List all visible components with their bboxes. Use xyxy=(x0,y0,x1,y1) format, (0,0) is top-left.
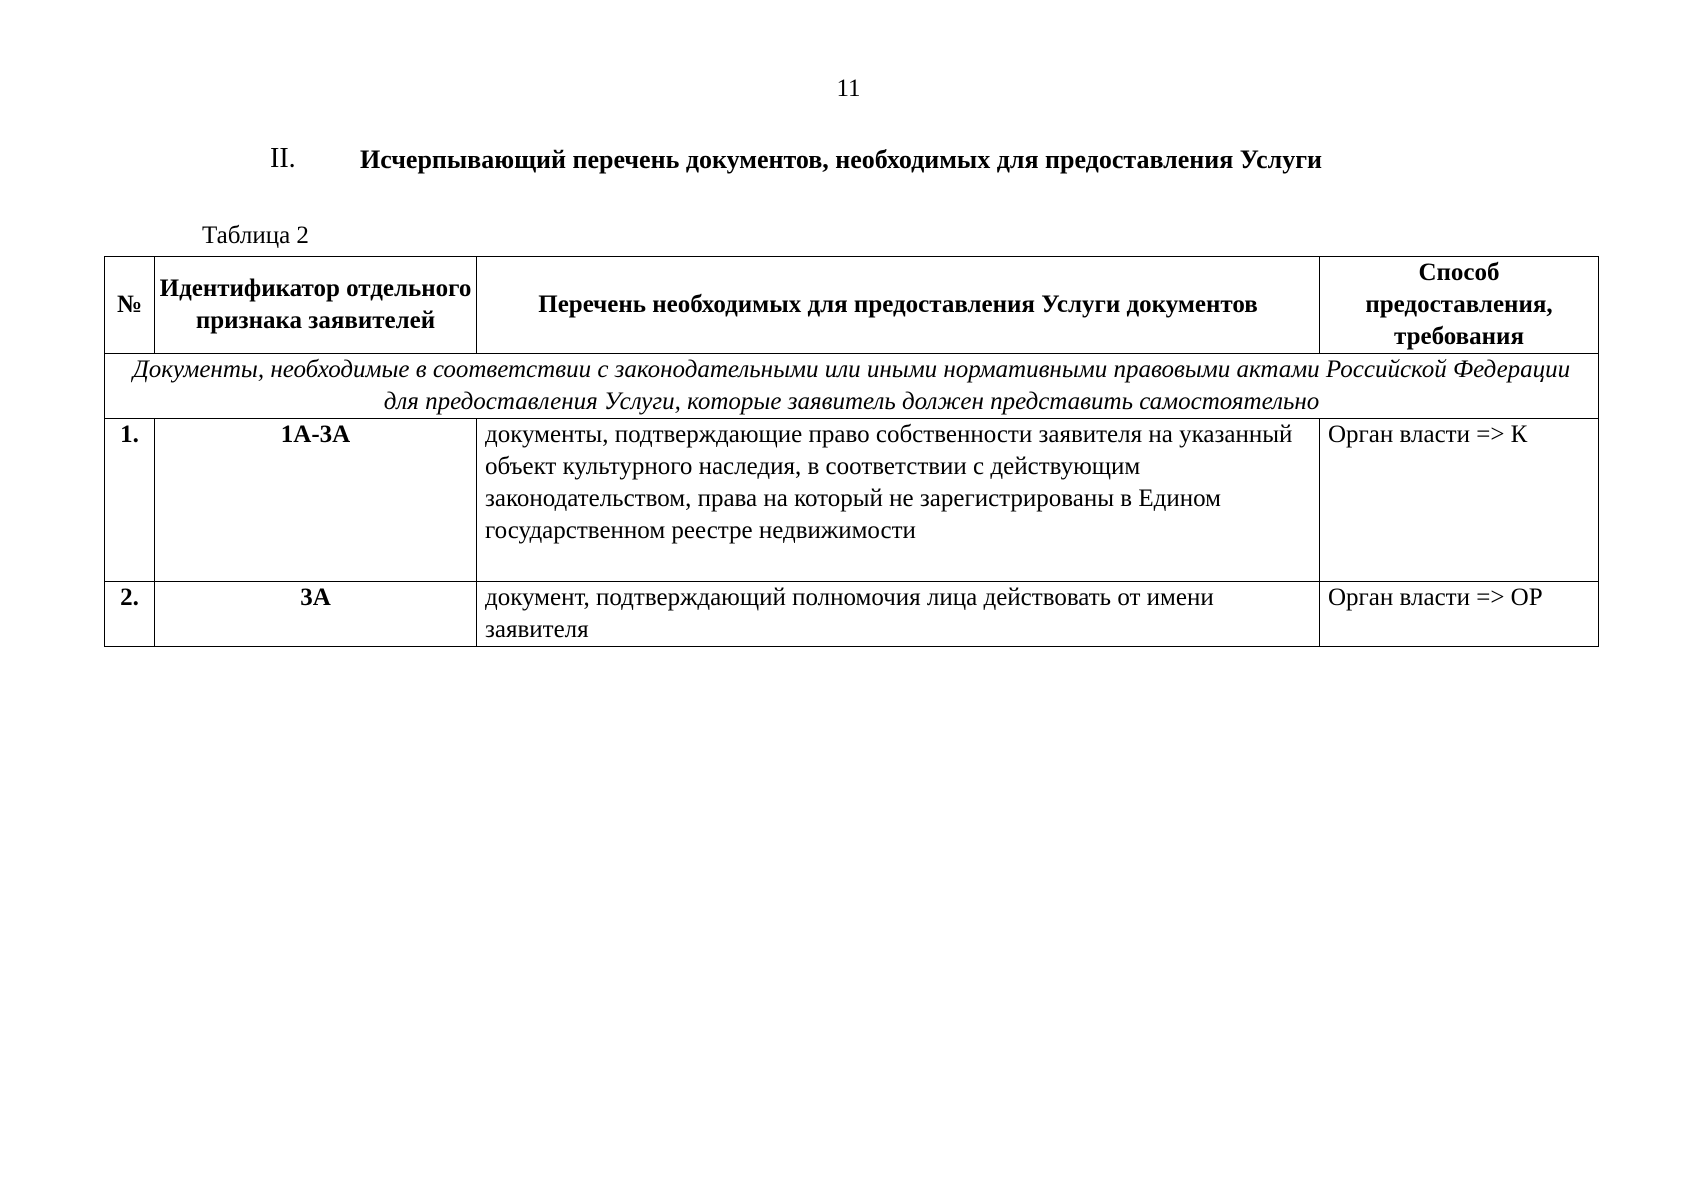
table-row xyxy=(105,582,1599,647)
row-document: документ, подтверждающий полномочия лица действовать от имени заявителя xyxy=(477,582,1320,647)
table-header-row xyxy=(105,257,1599,354)
row-method: Орган власти => ОР xyxy=(1320,582,1599,647)
group-label: Документы, необходимые в соответствии с законодательными или иными нормативными правовыми актами Российской Федерации для предоставления Услуги, которые заявитель должен представить самостоятельно xyxy=(105,354,1599,419)
header-identifier: Идентификатор отдельного признака заявителей xyxy=(155,257,477,354)
header-method: Способ предоставления, требования xyxy=(1320,257,1599,354)
section-title: Исчерпывающий перечень документов, необходимых для предоставления Услуги xyxy=(360,145,1322,174)
row-document: документы, подтверждающие право собственности заявителя на указанный объект культурного наследия, в соответствии с действующим законодательством, права на который не зарегистрированы в Едином государственном реестре недвижимости xyxy=(477,419,1320,582)
table-row xyxy=(105,419,1599,582)
table-caption: Таблица 2 xyxy=(202,222,309,249)
row-number: 1. xyxy=(105,419,155,582)
row-method: Орган власти => К xyxy=(1320,419,1599,582)
row-identifier: 1А-3А xyxy=(155,419,477,582)
row-identifier: 3А xyxy=(155,582,477,647)
documents-table xyxy=(104,256,1599,647)
page-number: 11 xyxy=(836,75,861,102)
section-numeral: II. xyxy=(270,143,296,174)
row-number: 2. xyxy=(105,582,155,647)
group-row xyxy=(105,354,1599,419)
header-number: № xyxy=(105,257,155,354)
header-documents: Перечень необходимых для предоставления Услуги документов xyxy=(477,257,1320,354)
